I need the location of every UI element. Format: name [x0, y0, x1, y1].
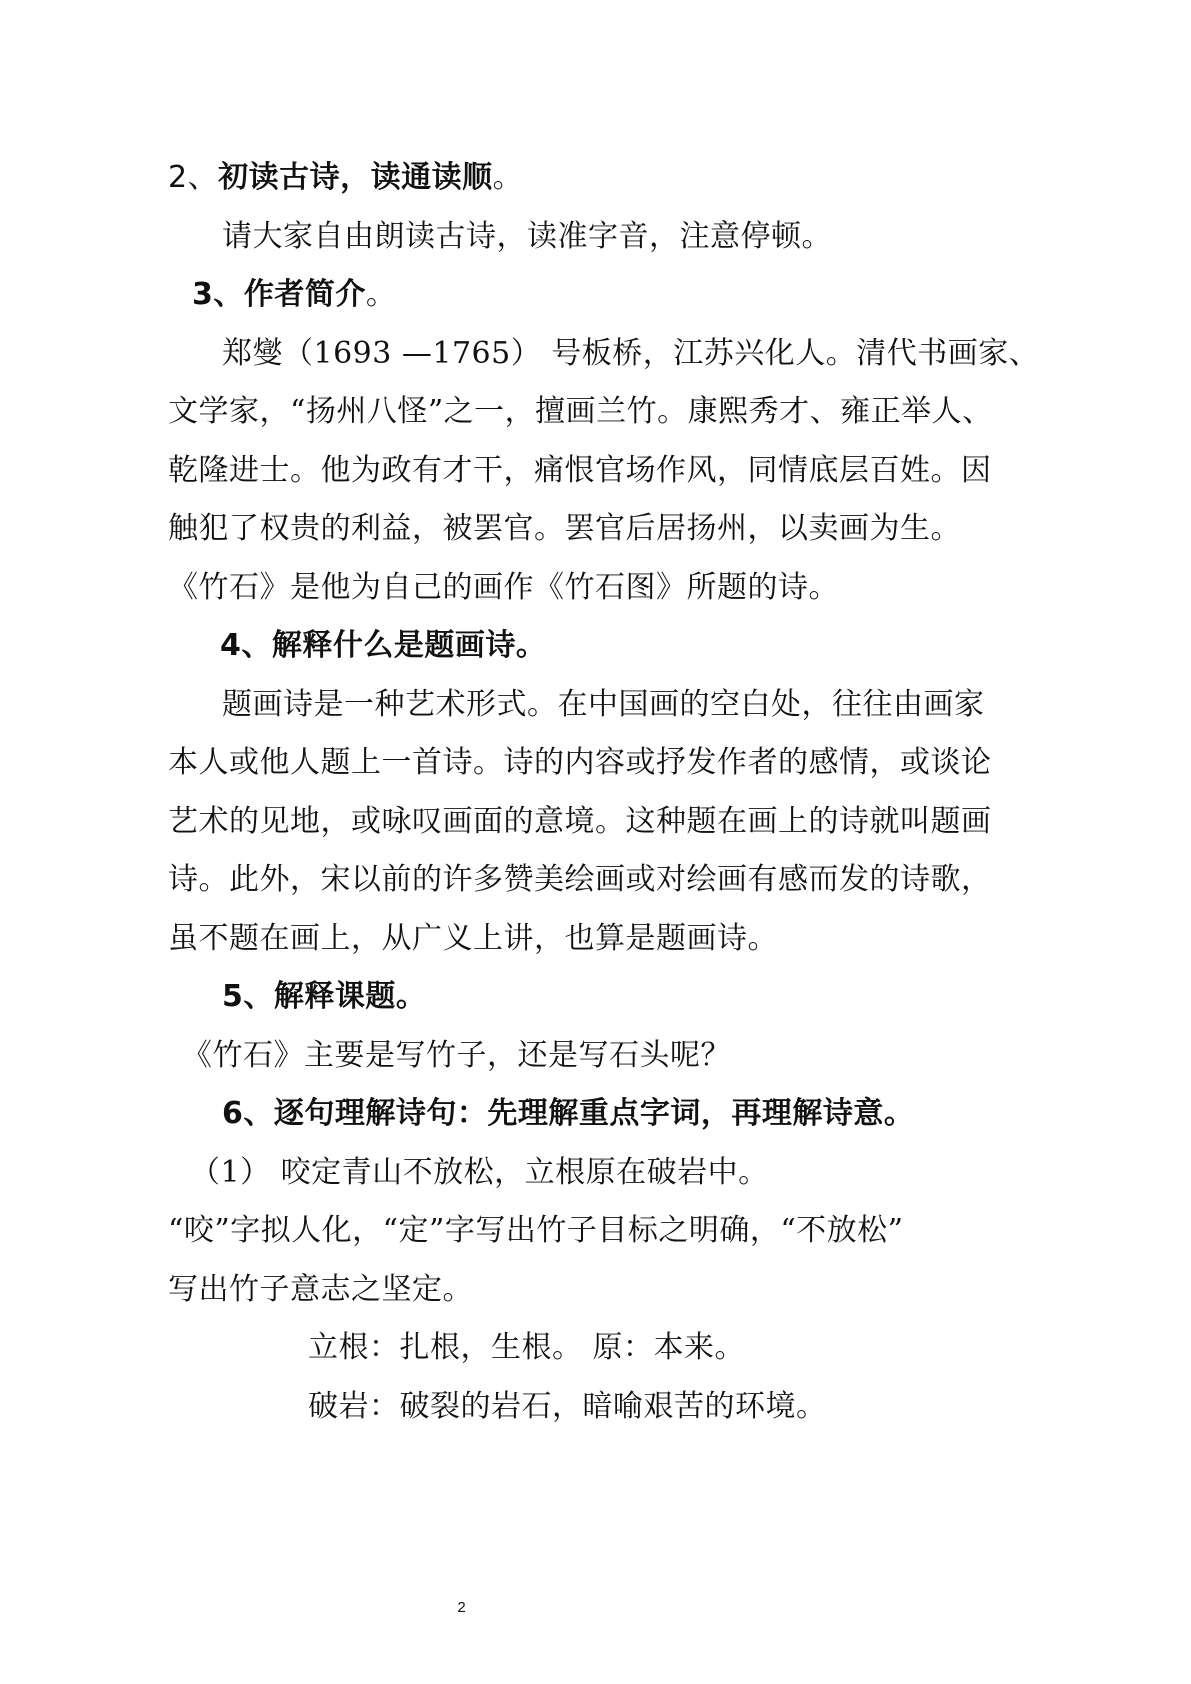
section-4-line: 艺术的见地，或咏叹画面的意境。这种题在画上的诗就叫题画 — [168, 804, 992, 839]
page-number: 2 — [457, 1599, 466, 1616]
section-3-heading: 3、作者简介。 — [192, 277, 397, 312]
section-4-heading: 4、解释什么是题画诗。 — [220, 628, 547, 663]
section-4-line: 本人或他人题上一首诗。诗的内容或抒发作者的感情，或谈论 — [168, 745, 992, 780]
section-2-body: 请大家自由朗读古诗，读准字音，注意停顿。 — [222, 219, 832, 254]
section-4-line: 虽不题在画上，从广义上讲，也算是题画诗。 — [168, 921, 778, 956]
section-6-glossary: 破岩：破裂的岩石，暗喻艰苦的环境。 — [308, 1389, 827, 1424]
section-5-heading: 5、解释课题。 — [222, 979, 427, 1014]
section-6-verse: （1） 咬定青山不放松，立根原在破岩中。 — [190, 1155, 769, 1190]
section-3-line: 《竹石》是他为自己的画作《竹石图》所题的诗。 — [168, 570, 839, 605]
section-3-line: 郑燮（1693 —1765） 号板桥，江苏兴化人。清代书画家、 — [222, 336, 1040, 371]
section-5-body: 《竹石》主要是写竹子，还是写石头呢？ — [182, 1038, 731, 1073]
section-4-line: 题画诗是一种艺术形式。在中国画的空白处，往往由画家 — [222, 687, 985, 722]
section-4-line: 诗。此外，宋以前的许多赞美绘画或对绘画有感而发的诗歌， — [168, 862, 992, 897]
section-3-line: 文学家，“扬州八怪”之一，擅画兰竹。康熙秀才、雍正举人、 — [168, 394, 993, 429]
section-6-analysis: “咬”字拟人化，“定”字写出竹子目标之明确，“不放松” — [168, 1213, 904, 1248]
section-3-line: 乾隆进士。他为政有才干，痛恨官场作风，同情底层百姓。因 — [168, 453, 992, 488]
section-2-heading: 2、初读古诗，读通读顺。 — [168, 160, 524, 195]
section-6-heading: 6、逐句理解诗句：先理解重点字词，再理解诗意。 — [222, 1096, 915, 1131]
section-6-analysis: 写出竹子意志之坚定。 — [168, 1272, 473, 1307]
section-3-line: 触犯了权贵的利益，被罢官。罢官后居扬州，以卖画为生。 — [168, 511, 961, 546]
section-6-glossary: 立根：扎根，生根。 原：本来。 — [308, 1330, 746, 1365]
